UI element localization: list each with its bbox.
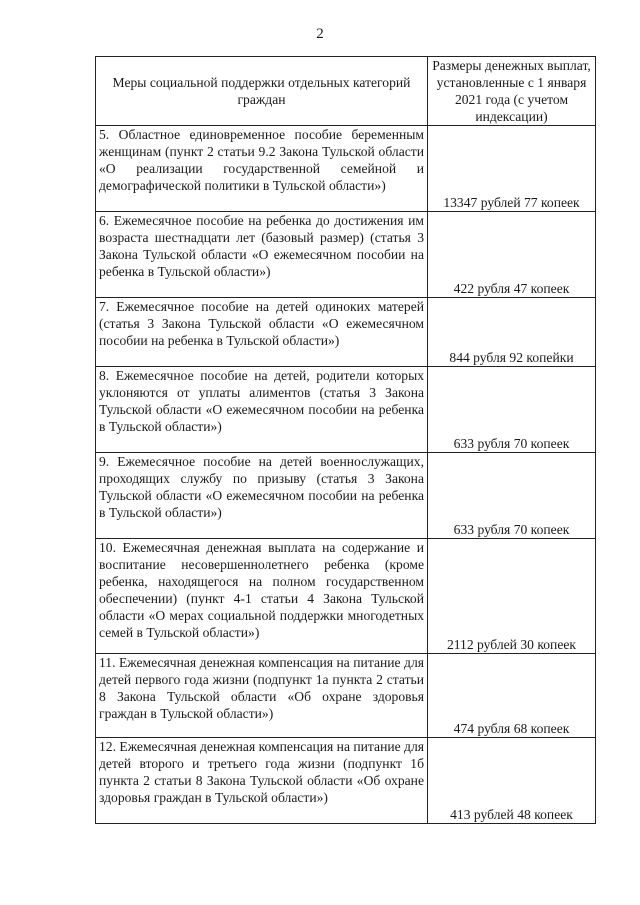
table-row bbox=[96, 654, 596, 738]
header-amounts: Размеры денежных выплат, установленные с 1 января 2021 года (с учетом индексации) bbox=[428, 57, 596, 126]
row-text: 7. Ежемесячное пособие на детей одиноких матерей (статья 3 Закона Тульской области «О ежемесячном пособии на ребенка в Тульской области») bbox=[96, 298, 428, 367]
row-amount: 633 рубля 70 копеек bbox=[428, 453, 596, 539]
row-text: 5. Областное единовременное пособие беременным женщинам (пункт 2 статьи 9.2 Закона Тульской области «О реализации государственной семейной и демографической политики в Тульской области») bbox=[96, 126, 428, 212]
row-amount: 844 рубля 92 копейки bbox=[428, 298, 596, 367]
row-text: 6. Ежемесячное пособие на ребенка до достижения им возраста шестнадцати лет (базовый размер) (статья 3 Закона Тульской области «О ежемесячном пособии на ребенка в Тульской области») bbox=[96, 212, 428, 298]
row-amount: 633 рубля 70 копеек bbox=[428, 367, 596, 453]
benefits-table bbox=[95, 56, 596, 824]
table-row bbox=[96, 126, 596, 212]
page-number: 2 bbox=[316, 26, 324, 42]
table-row bbox=[96, 539, 596, 654]
table-row bbox=[96, 212, 596, 298]
row-amount: 474 рубля 68 копеек bbox=[428, 654, 596, 738]
row-text: 12. Ежемесячная денежная компенсация на питание для детей второго и третьего года жизни (подпункт 1б пункта 2 статьи 8 Закона Тульской области «Об охране здоровья граждан в Тульской области») bbox=[96, 738, 428, 824]
header-measures: Меры социальной поддержки отдельных категорий граждан bbox=[96, 57, 428, 126]
row-amount: 13347 рублей 77 копеек bbox=[428, 126, 596, 212]
row-text: 8. Ежемесячное пособие на детей, родители которых уклоняются от уплаты алиментов (статья 3 Закона Тульской области «О ежемесячном пособии на ребенка в Тульской области») bbox=[96, 367, 428, 453]
table-row bbox=[96, 367, 596, 453]
table-row bbox=[96, 738, 596, 824]
table-header-row bbox=[96, 57, 596, 126]
row-amount: 2112 рублей 30 копеек bbox=[428, 539, 596, 654]
row-text: 11. Ежемесячная денежная компенсация на питание для детей первого года жизни (подпункт 1а пункта 2 статьи 8 Закона Тульской области «Об охране здоровья граждан в Тульской области») bbox=[96, 654, 428, 738]
row-amount: 422 рубля 47 копеек bbox=[428, 212, 596, 298]
table-row bbox=[96, 453, 596, 539]
row-amount: 413 рублей 48 копеек bbox=[428, 738, 596, 824]
table-row bbox=[96, 298, 596, 367]
row-text: 9. Ежемесячное пособие на детей военнослужащих, проходящих службу по призыву (статья 3 Закона Тульской области «О ежемесячном пособии на ребенка в Тульской области») bbox=[96, 453, 428, 539]
row-text: 10. Ежемесячная денежная выплата на содержание и воспитание несовершеннолетнего ребенка (кроме ребенка, находящегося на полном государственном обеспечении) (пункт 4-1 статьи 4 Закона Тульской области «О мерах социальной поддержки многодетных семей в Тульской области») bbox=[96, 539, 428, 654]
